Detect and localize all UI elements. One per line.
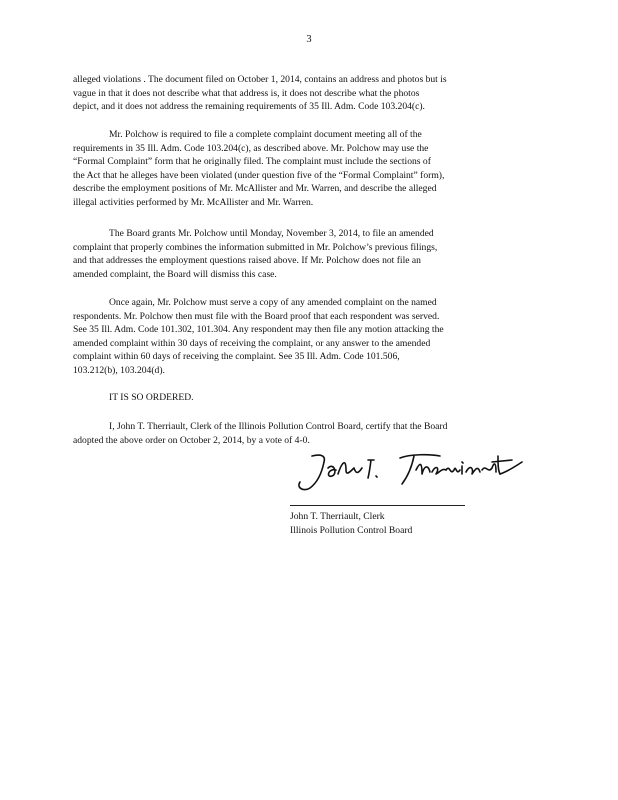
clerk-certification (73, 420, 539, 447)
text-line: requirements in 35 Ill. Adm. Code 103.204(c), as described above. Mr. Polchow may use the (73, 142, 429, 154)
text-line: respondents. Mr. Polchow then must file with the Board proof that each respondent was served. (73, 310, 440, 322)
text-line: and that addresses the employment questions raised above. If Mr. Polchow does not file an (73, 255, 421, 267)
clerk-name: John T. Therriault, Clerk (290, 511, 385, 522)
paragraph-1 (73, 73, 539, 114)
text-line: the Act that he alleges have been violated (under question five of the “Formal Complaint” form), (73, 169, 445, 181)
paragraph-3 (73, 227, 539, 281)
text-line: adopted the above order on October 2, 2014, by a vote of 4-0. (73, 434, 310, 446)
text-line: complaint within 60 days of receiving the complaint. See 35 Ill. Adm. Code 101.506, (73, 351, 400, 363)
text-line: 103.212(b), 103.204(d). (73, 364, 165, 376)
text-line: I, John T. Therriault, Clerk of the Illinois Pollution Control Board, certify that the Board (109, 421, 448, 432)
text-line: IT IS SO ORDERED. (109, 392, 194, 403)
text-line: describe the employment positions of Mr. McAllister and Mr. Warren, and describe the alleged (73, 183, 437, 195)
signature-line (290, 505, 465, 506)
paragraph-4 (73, 296, 539, 378)
text-line: depict, and it does not address the remaining requirements of 35 Ill. Adm. Code 103.204(c). (73, 101, 425, 113)
text-line: Mr. Polchow is required to file a complete complaint document meeting all of the (109, 129, 422, 140)
text-line: Once again, Mr. Polchow must serve a copy of any amended complaint on the named (109, 297, 437, 308)
text-line: alleged violations . The document filed on October 1, 2014, contains an address and photos but is (73, 74, 447, 85)
paragraph-2 (73, 128, 539, 210)
order-statement (73, 391, 539, 405)
text-line: complaint that properly combines the information submitted in Mr. Polchow’s previous filings, (73, 241, 438, 253)
text-line: See 35 Ill. Adm. Code 101.302, 101.304. Any respondent may then file any motion attacking the (73, 324, 444, 336)
clerk-organization: Illinois Pollution Control Board (290, 524, 413, 536)
handwritten-signature (290, 448, 530, 492)
signature-block (290, 510, 412, 537)
page-number: 3 (306, 34, 312, 45)
text-line: vague in that it does not describe what that address is, it does not describe what the photos (73, 87, 420, 99)
text-line: The Board grants Mr. Polchow until Monday, November 3, 2014, to file an amended (109, 228, 434, 239)
text-line: amended complaint, the Board will dismiss this case. (73, 268, 277, 280)
text-line: illegal activities performed by Mr. McAllister and Mr. Warren. (73, 196, 314, 208)
text-line: amended complaint within 30 days of receiving the complaint, or any answer to the amended (73, 337, 431, 349)
text-line: “Formal Complaint” form that he originally filed. The complaint must include the sections of (73, 156, 431, 168)
